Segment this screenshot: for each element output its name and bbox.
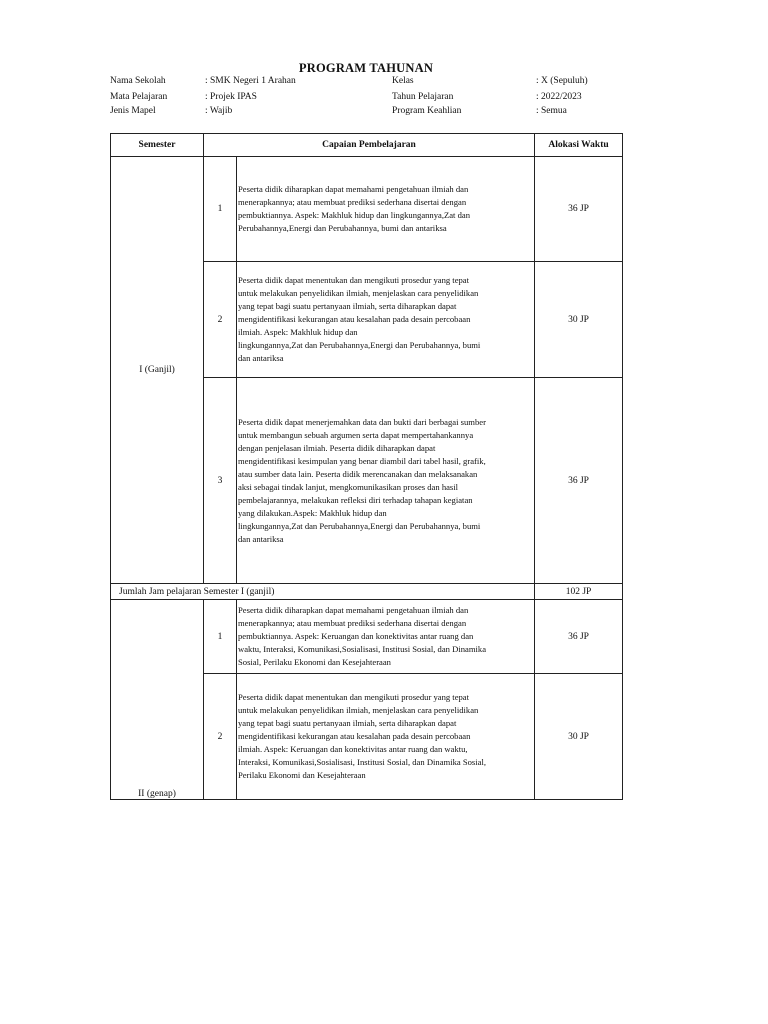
capaian-line: dan antariksa: [238, 353, 284, 363]
page-title: PROGRAM TAHUNAN: [298, 61, 434, 75]
total-row: [111, 584, 623, 600]
semester-label: I (Ganjil): [111, 157, 204, 584]
capaian-line: mengidentifikasi kekurangan atau kesalahan pada desain percobaan: [238, 731, 471, 741]
capaian-text: [237, 262, 535, 378]
capaian-text: [237, 378, 535, 584]
annual-program-table: [110, 133, 623, 800]
table-row: [111, 157, 623, 262]
row-number: 1: [204, 600, 237, 674]
capaian-line: lingkungannya,Zat dan Perubahannya,Energi dan Perubahannya, bumi: [238, 520, 481, 531]
info-value-mata-pelajaran: : Projek IPAS: [205, 92, 257, 102]
row-number: 1: [204, 157, 237, 262]
header-semester: Semester: [111, 134, 204, 157]
capaian-line: pembelajarannya, melakukan refleksi diri terhadap tahapan kegiatan: [238, 494, 473, 505]
total-label: Jumlah Jam pelajaran Semester I (ganjil): [111, 584, 535, 600]
capaian-line: Peserta didik diharapkan dapat memahami pengetahuan ilmiah dan: [238, 184, 469, 194]
capaian-line: mengidentifikasi kekurangan atau kesalahan pada desain percobaan: [238, 314, 471, 324]
info-label-kelas: Kelas: [392, 76, 414, 86]
capaian-line: yang tepat bagi suatu pertanyaan ilmiah, serta diharapkan dapat: [238, 301, 457, 311]
alokasi-value: 36 JP: [535, 157, 623, 262]
capaian-line: dan antariksa: [238, 533, 284, 544]
capaian-line: Peserta didik dapat menentukan dan mengikuti prosedur yang tepat: [238, 275, 470, 285]
capaian-line: yang dilakukan.Aspek: Makhluk hidup dan: [238, 507, 387, 518]
info-value-tahun-pelajaran: : 2022/2023: [536, 92, 582, 102]
info-label-program-keahlian: Program Keahlian: [392, 106, 462, 116]
capaian-line: menerapkannya; atau membuat prediksi sederhana disertai dengan: [238, 197, 467, 207]
table-header-row: [111, 134, 623, 157]
alokasi-value: 36 JP: [535, 378, 623, 584]
capaian-line: dengan penjelasan ilmiah. Peserta didik diharapkan dapat: [238, 442, 436, 453]
info-label-tahun-pelajaran: Tahun Pelajaran: [392, 92, 454, 102]
header-capaian-pembelajaran: Capaian Pembelajaran: [204, 134, 535, 157]
capaian-line: ilmiah. Aspek: Makhluk hidup dan: [238, 327, 358, 337]
capaian-text: [237, 674, 535, 800]
capaian-line: Perubahannya,Energi dan Perubahannya, bumi dan antariksa: [238, 223, 447, 233]
info-label-nama-sekolah: Nama Sekolah: [110, 76, 166, 86]
info-value-nama-sekolah: : SMK Negeri 1 Arahan: [205, 76, 296, 86]
capaian-line: Peserta didik diharapkan dapat memahami pengetahuan ilmiah dan: [238, 605, 469, 615]
capaian-line: Perilaku Ekonomi dan Kesejahteraan: [238, 770, 366, 780]
capaian-line: waktu, Interaksi, Komunikasi,Sosialisasi, Institusi Sosial, dan Dinamika: [238, 644, 487, 654]
capaian-line: Sosial, Perilaku Ekonomi dan Kesejahteraan: [238, 657, 391, 667]
alokasi-value: 30 JP: [535, 674, 623, 800]
capaian-line: Interaksi, Komunikasi,Sosialisasi, Institusi Sosial, dan Dinamika Sosial,: [238, 757, 487, 767]
capaian-line: Peserta didik dapat menentukan dan mengikuti prosedur yang tepat: [238, 692, 470, 702]
info-value-program-keahlian: : Semua: [536, 106, 567, 116]
capaian-line: pembuktiannya. Aspek: Makhluk hidup dan lingkungannya,Zat dan: [238, 210, 470, 220]
capaian-line: untuk melakukan penyelidikan ilmiah, menjelaskan cara penyelidikan: [238, 288, 479, 298]
semester-label: [111, 600, 204, 800]
semester-2-label-text: II (genap): [138, 789, 176, 799]
capaian-line: Peserta didik dapat menerjemahkan data dan bukti dari berbagai sumber: [238, 416, 486, 427]
info-label-mata-pelajaran: Mata Pelajaran: [110, 92, 168, 102]
table-row: [111, 600, 623, 674]
capaian-line: atau sumber data lain. Peserta didik merencanakan dan melaksanakan: [238, 468, 478, 479]
alokasi-value: 30 JP: [535, 262, 623, 378]
capaian-line: aksi sebagai tindak lanjut, mengkomunikasikan proses dan hasil: [238, 481, 459, 492]
info-value-jenis-mapel: : Wajib: [205, 106, 233, 116]
capaian-line: lingkungannya,Zat dan Perubahannya,Energi dan Perubahannya, bumi: [238, 340, 481, 350]
header-alokasi-waktu: Alokasi Waktu: [535, 134, 623, 157]
capaian-text: [237, 600, 535, 674]
row-number: 2: [204, 262, 237, 378]
capaian-text: [237, 157, 535, 262]
total-value: 102 JP: [535, 584, 623, 600]
capaian-line: menerapkannya; atau membuat prediksi sederhana disertai dengan: [238, 618, 467, 628]
alokasi-value: 36 JP: [535, 600, 623, 674]
capaian-line: ilmiah. Aspek: Keruangan dan konektivitas antar ruang dan waktu,: [238, 744, 468, 754]
capaian-line: yang tepat bagi suatu pertanyaan ilmiah, serta diharapkan dapat: [238, 718, 457, 728]
row-number: 3: [204, 378, 237, 584]
info-value-kelas: : X (Sepuluh): [536, 76, 588, 86]
capaian-line: pembuktiannya. Aspek: Keruangan dan konektivitas antar ruang dan: [238, 631, 474, 641]
capaian-line: mengidentifikasi kesimpulan yang benar diambil dari tabel hasil, grafik,: [238, 455, 486, 466]
capaian-line: untuk melakukan penyelidikan ilmiah, menjelaskan cara penyelidikan: [238, 705, 479, 715]
row-number: 2: [204, 674, 237, 800]
capaian-line: untuk membangun sebuah argumen serta dapat mempertahankannya: [238, 429, 474, 440]
info-label-jenis-mapel: Jenis Mapel: [110, 106, 156, 116]
